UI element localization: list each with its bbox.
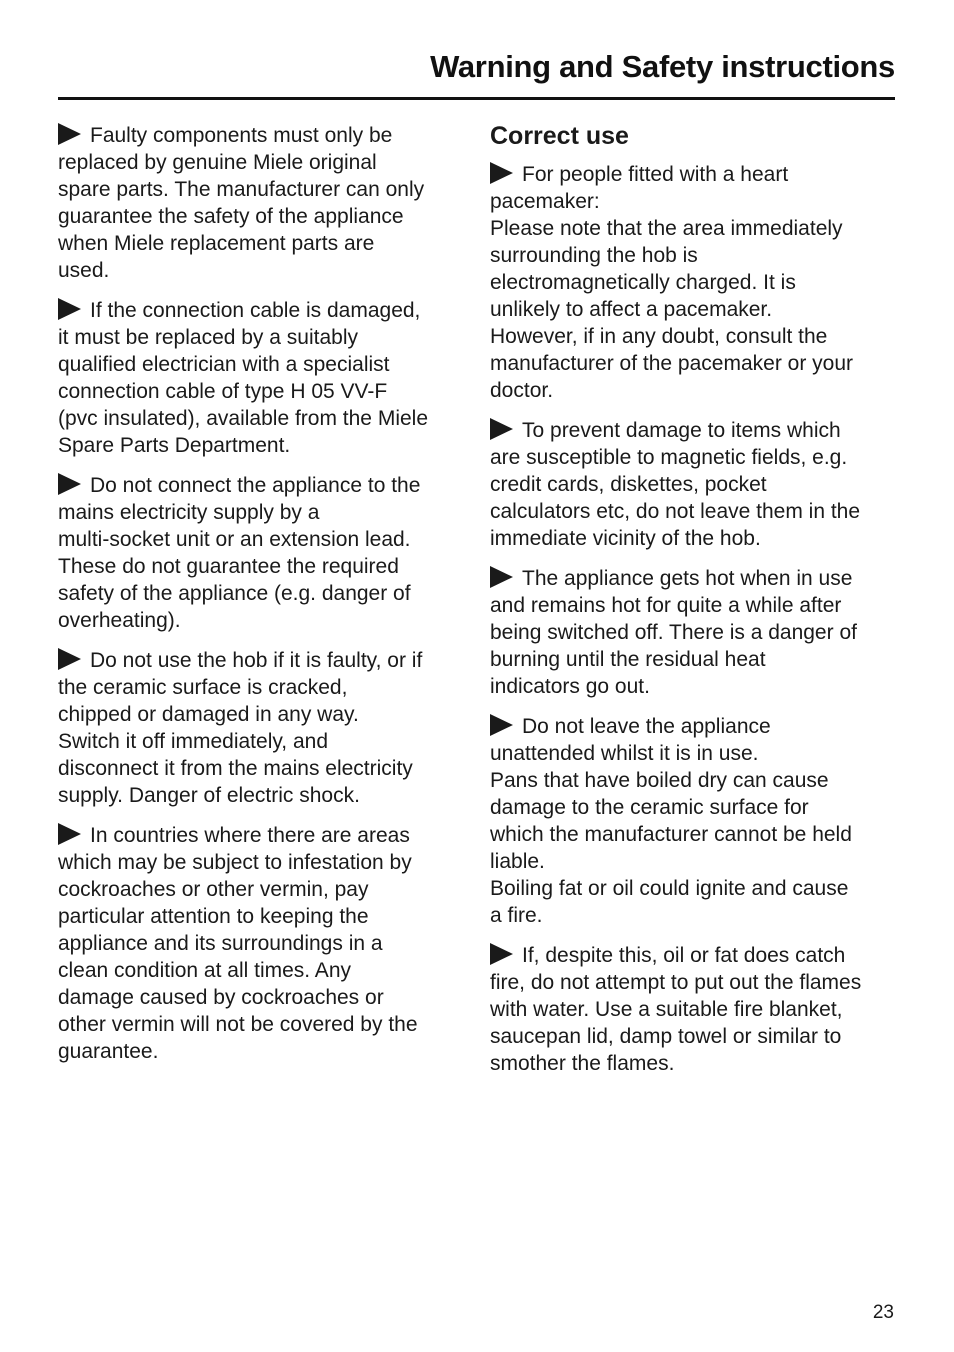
paragraph-line: are susceptible to magnetic fields, e.g. [490,446,848,469]
paragraph-line: which the manufacturer cannot be held [490,823,852,846]
paragraph-line: Pans that have boiled dry can cause [490,769,829,792]
title-divider [58,97,895,100]
paragraph-line: a fire. [490,904,543,927]
bullet-arrow-icon [490,162,513,184]
paragraph-line: fire, do not attempt to put out the flames [490,971,862,994]
paragraph-line: replaced by genuine Miele original [58,151,377,174]
paragraph-line-text: Do not connect the appliance to the [90,474,421,497]
paragraph-line: manufacturer of the pacemaker or your [490,352,854,375]
paragraph-line: spare parts. The manufacturer can only [58,178,425,201]
paragraph-line: guarantee. [58,1040,159,1063]
paragraph-line: when Miele replacement parts are [58,232,375,255]
page-number: 23 [872,1302,894,1323]
paragraph-line: However, if in any doubt, consult the [490,325,828,348]
paragraph-line: damage to the ceramic surface for [490,796,809,819]
paragraph-line [490,942,898,969]
paragraph-line: other vermin will not be covered by the [58,1013,418,1036]
bullet-arrow-icon [58,298,81,320]
paragraph-line [58,122,468,149]
bullet-arrow-icon [490,418,513,440]
paragraph-line: qualified electrician with a specialist [58,353,390,376]
paragraph-line: cockroaches or other vermin, pay [58,878,369,901]
safety-paragraph [490,942,898,1077]
paragraph-line: indicators go out. [490,675,650,698]
paragraph-line: particular attention to keeping the [58,905,369,928]
safety-paragraph [490,713,898,929]
paragraph-line [490,565,898,592]
paragraph-line: doctor. [490,379,554,402]
bullet-arrow-icon [490,566,513,588]
paragraph-line: calculators etc, do not leave them in the [490,500,861,523]
correct-use-paragraphs [490,161,898,1077]
paragraph-line: chipped or damaged in any way. [58,703,359,726]
bullet-arrow-icon [490,714,513,736]
paragraph-line: unattended whilst it is in use. [490,742,759,765]
page-title: Warning and Safety instructions [430,49,895,84]
paragraph-line: safety of the appliance (e.g. danger of [58,582,411,605]
paragraph-line: (pvc insulated), available from the Miele [58,407,429,430]
paragraph-line: used. [58,259,110,282]
paragraph-line: surrounding the hob is [490,244,698,267]
paragraph-line: supply. Danger of electric shock. [58,784,360,807]
right-column [490,122,898,1090]
paragraph-line: multi-socket unit or an extension lead. [58,528,411,551]
paragraph-line-text: In countries where there are areas [90,824,410,847]
paragraph-line: Spare Parts Department. [58,434,291,457]
paragraph-line-text: To prevent damage to items which [522,419,841,442]
paragraph-line: with water. Use a suitable fire blanket, [490,998,843,1021]
paragraph-line: liable. [490,850,545,873]
paragraph-line [58,297,468,324]
bullet-arrow-icon [58,648,81,670]
paragraph-line-text: The appliance gets hot when in use [522,567,853,590]
paragraph-line: These do not guarantee the required [58,555,399,578]
paragraph-line: saucepan lid, damp towel or similar to [490,1025,842,1048]
safety-paragraph [58,472,468,634]
paragraph-line [490,713,898,740]
paragraph-line: pacemaker: [490,190,600,213]
safety-paragraph [58,822,468,1065]
paragraph-line-text: Do not use the hob if it is faulty, or if [90,649,423,672]
paragraph-line [490,417,898,444]
paragraph-line-text: For people fitted with a heart [522,163,789,186]
safety-paragraph [58,647,468,809]
paragraph-line: Switch it off immediately, and [58,730,329,753]
paragraph-line: disconnect it from the mains electricity [58,757,413,780]
bullet-arrow-icon [58,123,81,145]
paragraph-line: credit cards, diskettes, pocket [490,473,767,496]
safety-paragraph [490,417,898,552]
section-heading-correct-use: Correct use [490,122,629,150]
paragraph-line: appliance and its surroundings in a [58,932,383,955]
paragraph-line: which may be subject to infestation by [58,851,412,874]
paragraph-line: it must be replaced by a suitably [58,326,358,349]
paragraph-line: and remains hot for quite a while after [490,594,842,617]
safety-paragraph [58,122,468,284]
safety-paragraph [490,565,898,700]
paragraph-line [58,822,468,849]
paragraph-line: overheating). [58,609,181,632]
paragraph-line [58,647,468,674]
left-column [58,122,468,1078]
paragraph-line: the ceramic surface is cracked, [58,676,348,699]
paragraph-line-text: If, despite this, oil or fat does catch [522,944,846,967]
paragraph-line: unlikely to affect a pacemaker. [490,298,773,321]
paragraph-line: burning until the residual heat [490,648,766,671]
bullet-arrow-icon [58,823,81,845]
safety-paragraph [58,297,468,459]
paragraph-line [490,161,898,188]
paragraph-line: mains electricity supply by a [58,501,320,524]
safety-paragraph [490,161,898,404]
bullet-arrow-icon [58,473,81,495]
paragraph-line: smother the flames. [490,1052,675,1075]
paragraph-line: being switched off. There is a danger of [490,621,857,644]
paragraph-line: Please note that the area immediately [490,217,843,240]
paragraph-line-text: Faulty components must only be [90,124,393,147]
bullet-arrow-icon [490,943,513,965]
paragraph-line: immediate vicinity of the hob. [490,527,761,550]
paragraph-line [58,472,468,499]
paragraph-line: Boiling fat or oil could ignite and cause [490,877,849,900]
paragraph-line: damage caused by cockroaches or [58,986,384,1009]
paragraph-line: clean condition at all times. Any [58,959,351,982]
paragraph-line: guarantee the safety of the appliance [58,205,404,228]
paragraph-line: connection cable of type H 05 VV-F [58,380,388,403]
paragraph-line-text: Do not leave the appliance [522,715,771,738]
paragraph-line: electromagnetically charged. It is [490,271,796,294]
paragraph-line-text: If the connection cable is damaged, [90,299,421,322]
